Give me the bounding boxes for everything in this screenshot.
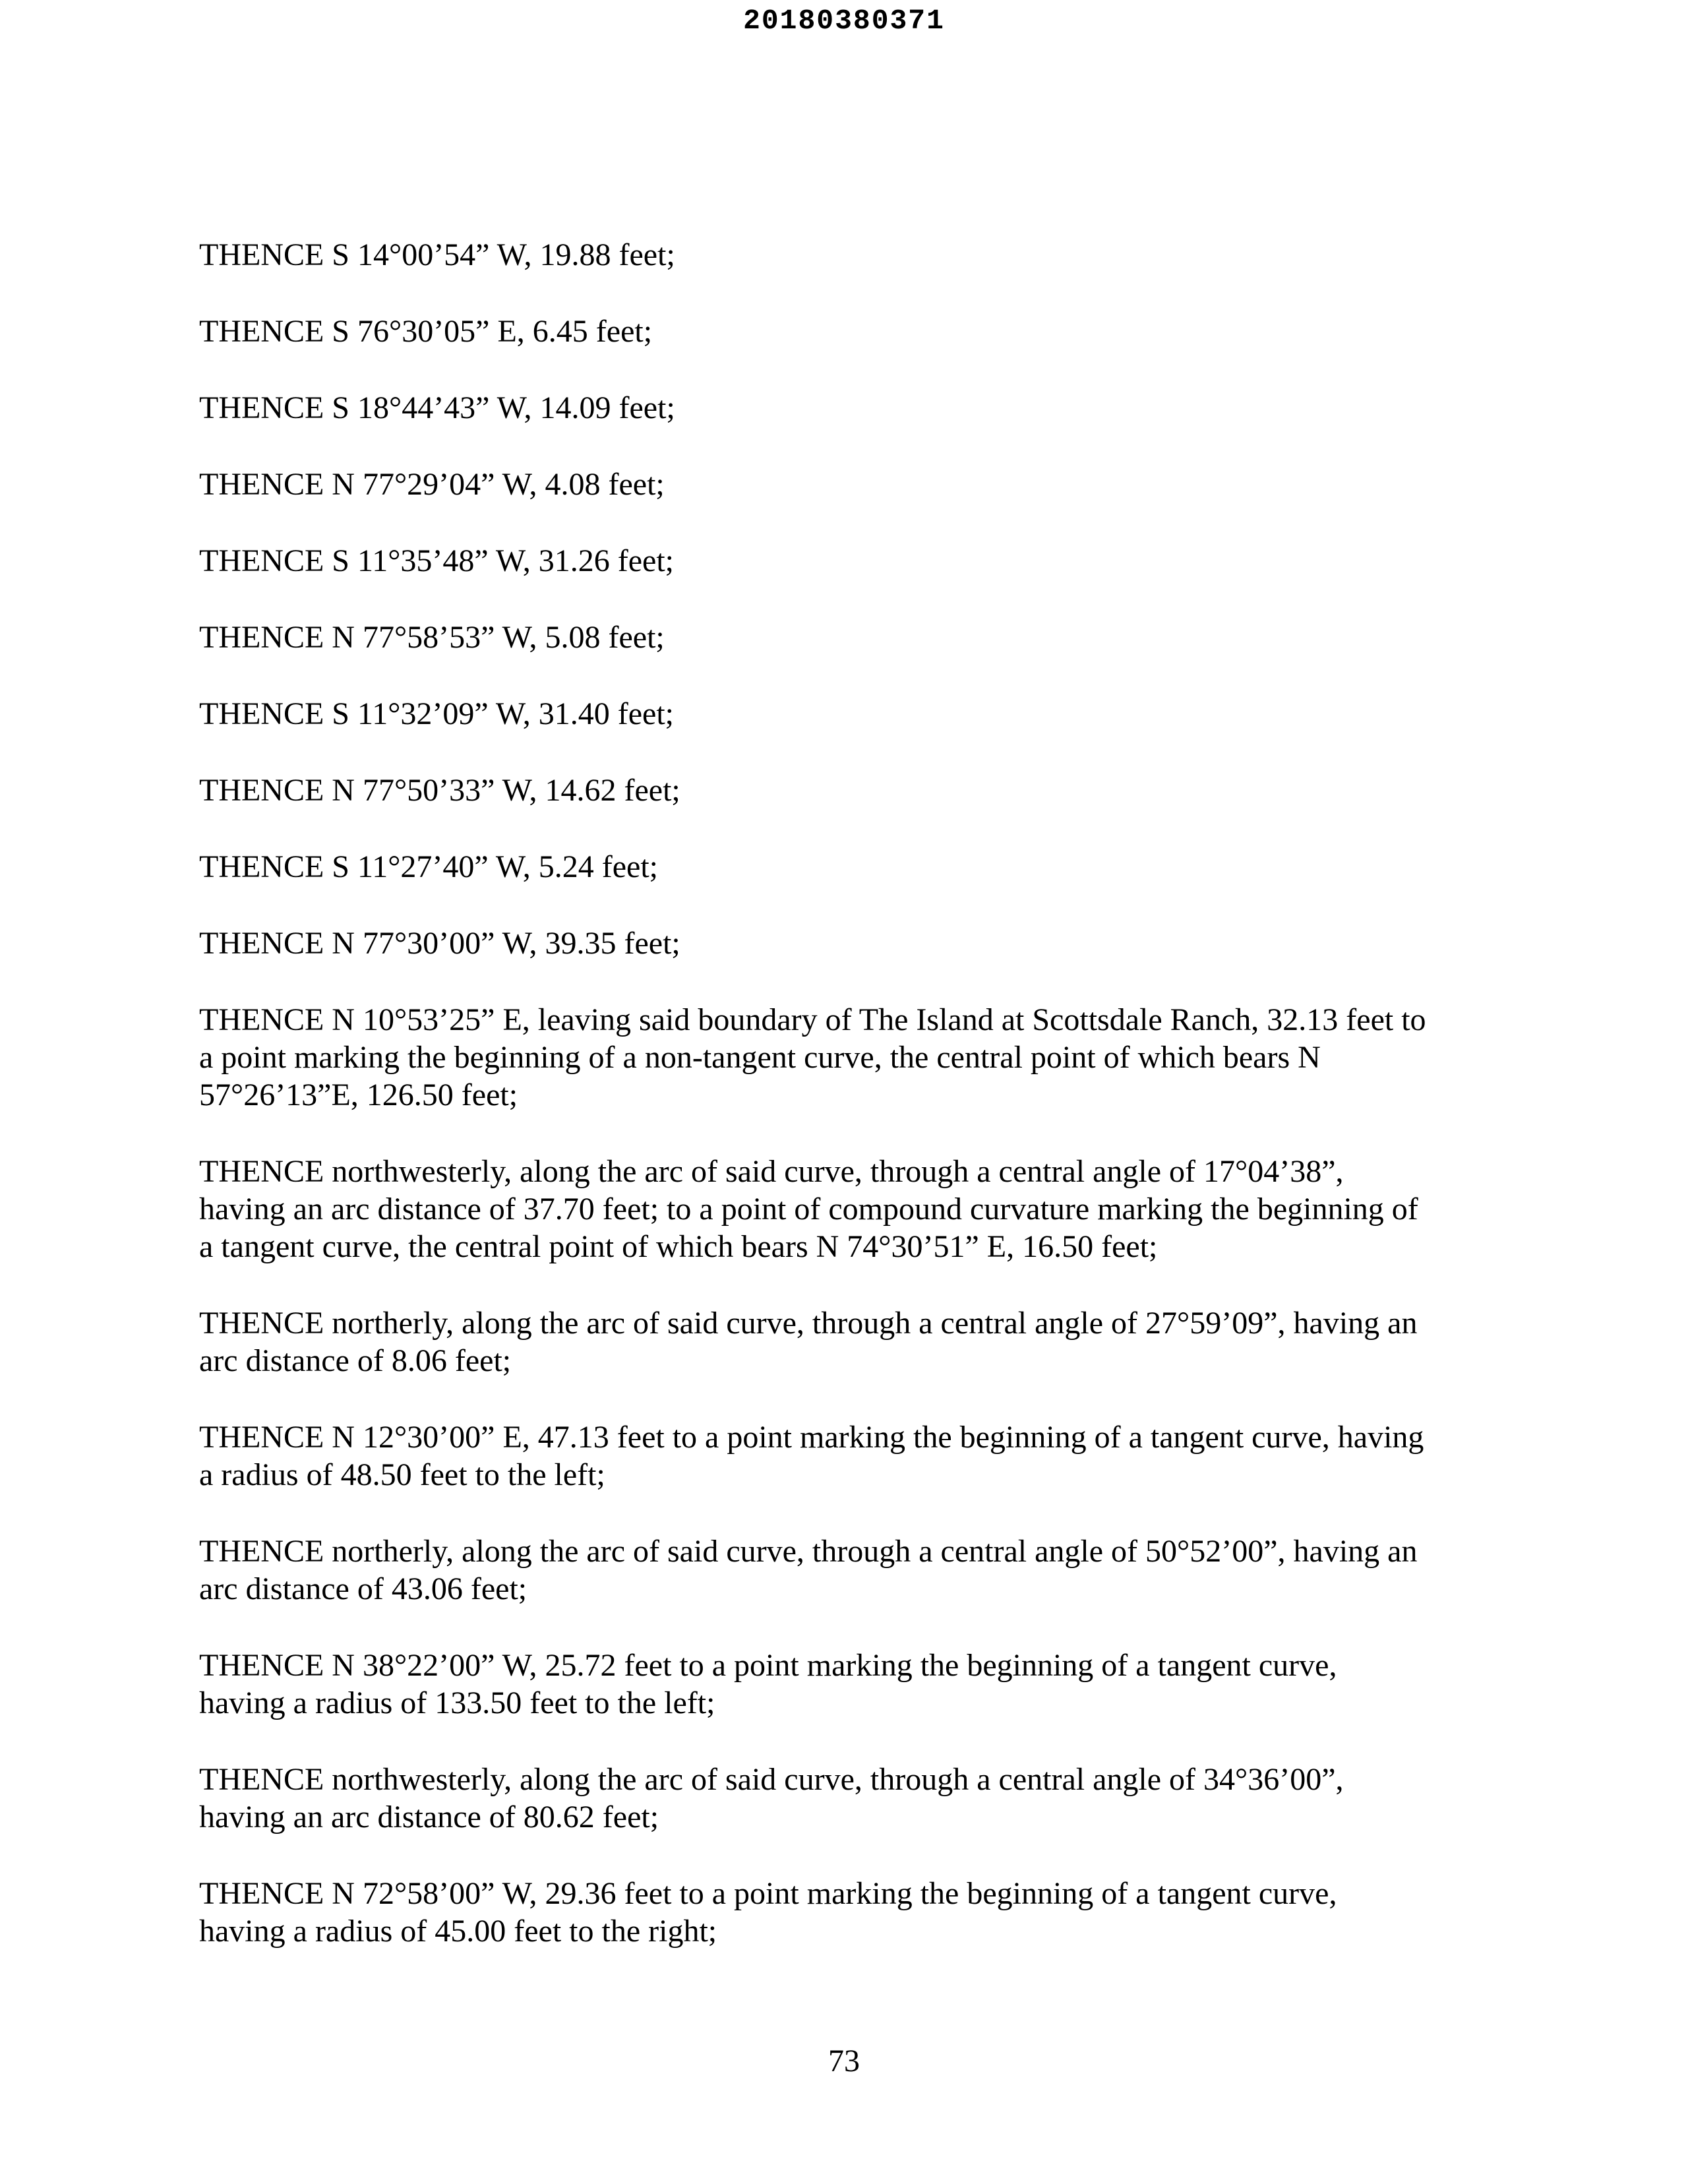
course-paragraph: THENCE S 11°27’40” W, 5.24 feet;	[199, 849, 658, 884]
course-paragraph: THENCE N 38°22’00” W, 25.72 feet to a point marking the beginning of a tangent curve, having a radius of 133.50 feet to the left;	[199, 1648, 1337, 1720]
course-paragraph: THENCE N 77°58’53” W, 5.08 feet;	[199, 620, 665, 655]
course-paragraph: THENCE northerly, along the arc of said curve, through a central angle of 27°59’09”, having an arc distance of 8.06 feet;	[199, 1306, 1418, 1378]
course-paragraph: THENCE S 11°35’48” W, 31.26 feet;	[199, 543, 674, 578]
course-paragraph: THENCE N 12°30’00” E, 47.13 feet to a point marking the beginning of a tangent curve, having a radius of 48.50 feet to the left;	[199, 1420, 1424, 1492]
course-paragraph: THENCE N 77°30’00” W, 39.35 feet;	[199, 926, 680, 961]
course-paragraph: THENCE N 72°58’00” W, 29.36 feet to a point marking the beginning of a tangent curve, having a radius of 45.00 feet to the right;	[199, 1876, 1337, 1949]
course-paragraph: THENCE S 76°30’05” E, 6.45 feet;	[199, 314, 653, 349]
course-paragraph: THENCE S 18°44’43” W, 14.09 feet;	[199, 390, 675, 425]
course-paragraph: THENCE S 11°32’09” W, 31.40 feet;	[199, 696, 674, 731]
course-paragraph: THENCE N 77°29’04” W, 4.08 feet;	[199, 467, 665, 502]
course-paragraph: THENCE N 10°53’25” E, leaving said boundary of The Island at Scottsdale Ranch, 32.13 feet to a point marking the beginning of a non-tangent curve, the central point of which bears N 57°26’13”E, 126.50 feet;	[199, 1002, 1426, 1112]
page-number: 73	[828, 2044, 860, 2078]
course-paragraph: THENCE northwesterly, along the arc of said curve, through a central angle of 34°36’00”, having an arc distance of 80.62 feet;	[199, 1762, 1344, 1835]
document-number: 20180380371	[743, 5, 945, 37]
course-paragraph: THENCE N 77°50’33” W, 14.62 feet;	[199, 773, 680, 808]
legal-description-body	[199, 236, 1492, 1989]
course-paragraph: THENCE S 14°00’54” W, 19.88 feet;	[199, 237, 675, 272]
course-paragraph: THENCE northwesterly, along the arc of said curve, through a central angle of 17°04’38”, having an arc distance of 37.70 feet; to a point of compound curvature marking the beginning of a tangent curve, the central point of which bears N 74°30’51” E, 16.50 feet;	[199, 1154, 1418, 1264]
course-paragraph: THENCE northerly, along the arc of said curve, through a central angle of 50°52’00”, having an arc distance of 43.06 feet;	[199, 1534, 1418, 1606]
